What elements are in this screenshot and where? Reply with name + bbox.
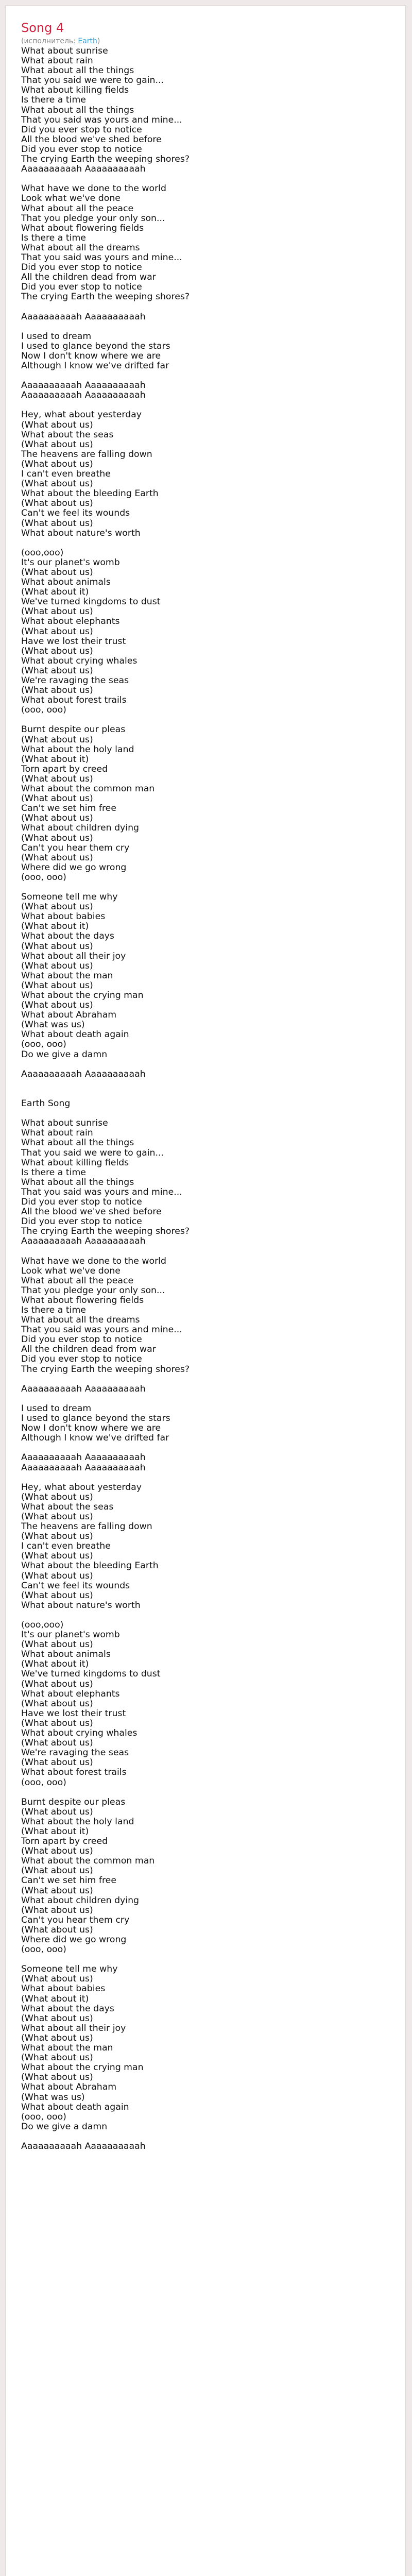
lyrics-page (5, 5, 406, 2576)
lyrics-text: What about sunrise What about rain What about all the things That you said we were to gain... What about killing fields Is there a time What about all the things That you said was yours and mine... Did you ever stop to notice All the blood we've shed before Did you ever stop to notice The crying Earth the weeping shores? Aaaaaaaaaah Aaaaaaaaaah What have we done to the world Look what we've done What about all the peace That you pledge your only son... What about flowering fields Is there a time What about all the dreams That you said was yours and mine... Did you ever stop to notice All the children dead from war Did you ever stop to notice The crying Earth the weeping shores? Aaaaaaaaaah Aaaaaaaaaah I used to dream I used to glance beyond the stars Now I don't know where we are Although I know we've drifted far Aaaaaaaaaah Aaaaaaaaaah Aaaaaaaaaah Aaaaaaaaaah Hey, what about yesterday (What about us) What about the seas (What about us) The heavens are falling down (What about us) I can't even breathe (What about us) What about the bleeding Earth (What about us) Can't we feel its wounds (What about us) What about nature's worth (ooo,ooo) It's our planet's womb (What about us) What about animals (What about it) We've turned kingdoms to dust (What about us) What about elephants (What about us) Have we lost their trust (What about us) What about crying whales (What about us) We're ravaging the seas (What about us) What about forest trails (ooo, ooo) Burnt despite our pleas (What about us) What about the holy land (What about it) Torn apart by creed (What about us) What about the common man (What about us) Can't we set him free (What about us) What about children dying (What about us) Can't you hear them cry (What about us) Where did we go wrong (ooo, ooo) Someone tell me why (What about us) What about babies (What about it) What about the days (What about us) What about all their joy (What about us) What about the man (What about us) What about the crying man (What about us) What about Abraham (What was us) What about death again (ooo, ooo) Do we give a damn Aaaaaaaaaah Aaaaaaaaaah Earth Song What about sunrise What about rain What about all the things That you said we were to gain... What about killing fields Is there a time What about all the things That you said was yours and mine... Did you ever stop to notice All the blood we've shed before Did you ever stop to notice The crying Earth the weeping shores? Aaaaaaaaaah Aaaaaaaaaah What have we done to the world Look what we've done What about all the peace That you pledge your only son... What about flowering fields Is there a time What about all the dreams That you said was yours and mine... Did you ever stop to notice All the children dead from war Did you ever stop to notice The crying Earth the weeping shores? Aaaaaaaaaah Aaaaaaaaaah I used to dream I used to glance beyond the stars Now I don't know where we are Although I know we've drifted far Aaaaaaaaaah Aaaaaaaaaah Aaaaaaaaaah Aaaaaaaaaah Hey, what about yesterday (What about us) What about the seas (What about us) The heavens are falling down (What about us) I can't even breathe (What about us) What about the bleeding Earth (What about us) Can't we feel its wounds (What about us) What about nature's worth (ooo,ooo) It's our planet's womb (What about us) What about animals (What about it) We've turned kingdoms to dust (What about us) What about elephants (What about us) Have we lost their trust (What about us) What about crying whales (What about us) We're ravaging the seas (What about us) What about forest trails (ooo, ooo) Burnt despite our pleas (What about us) What about the holy land (What about it) Torn apart by creed (What about us) What about the common man (What about us) Can't we set him free (What about us) What about children dying (What about us) Can't you hear them cry (What about us) Where did we go wrong (ooo, ooo) Someone tell me why (What about us) What about babies (What about it) What about the days (What about us) What about all their joy (What about us) What about the man (What about us) What about the crying man (What about us) What about Abraham (What was us) What about death again (ooo, ooo) Do we give a damn Aaaaaaaaaah Aaaaaaaaaah (21, 46, 190, 2151)
song-header (21, 20, 100, 46)
song-title: Song 4 (21, 21, 64, 35)
artist-link[interactable]: Earth (78, 37, 97, 45)
performer-prefix: (исполнитель: (21, 37, 78, 45)
performer-suffix: ) (97, 37, 100, 45)
performer-line (21, 37, 100, 46)
